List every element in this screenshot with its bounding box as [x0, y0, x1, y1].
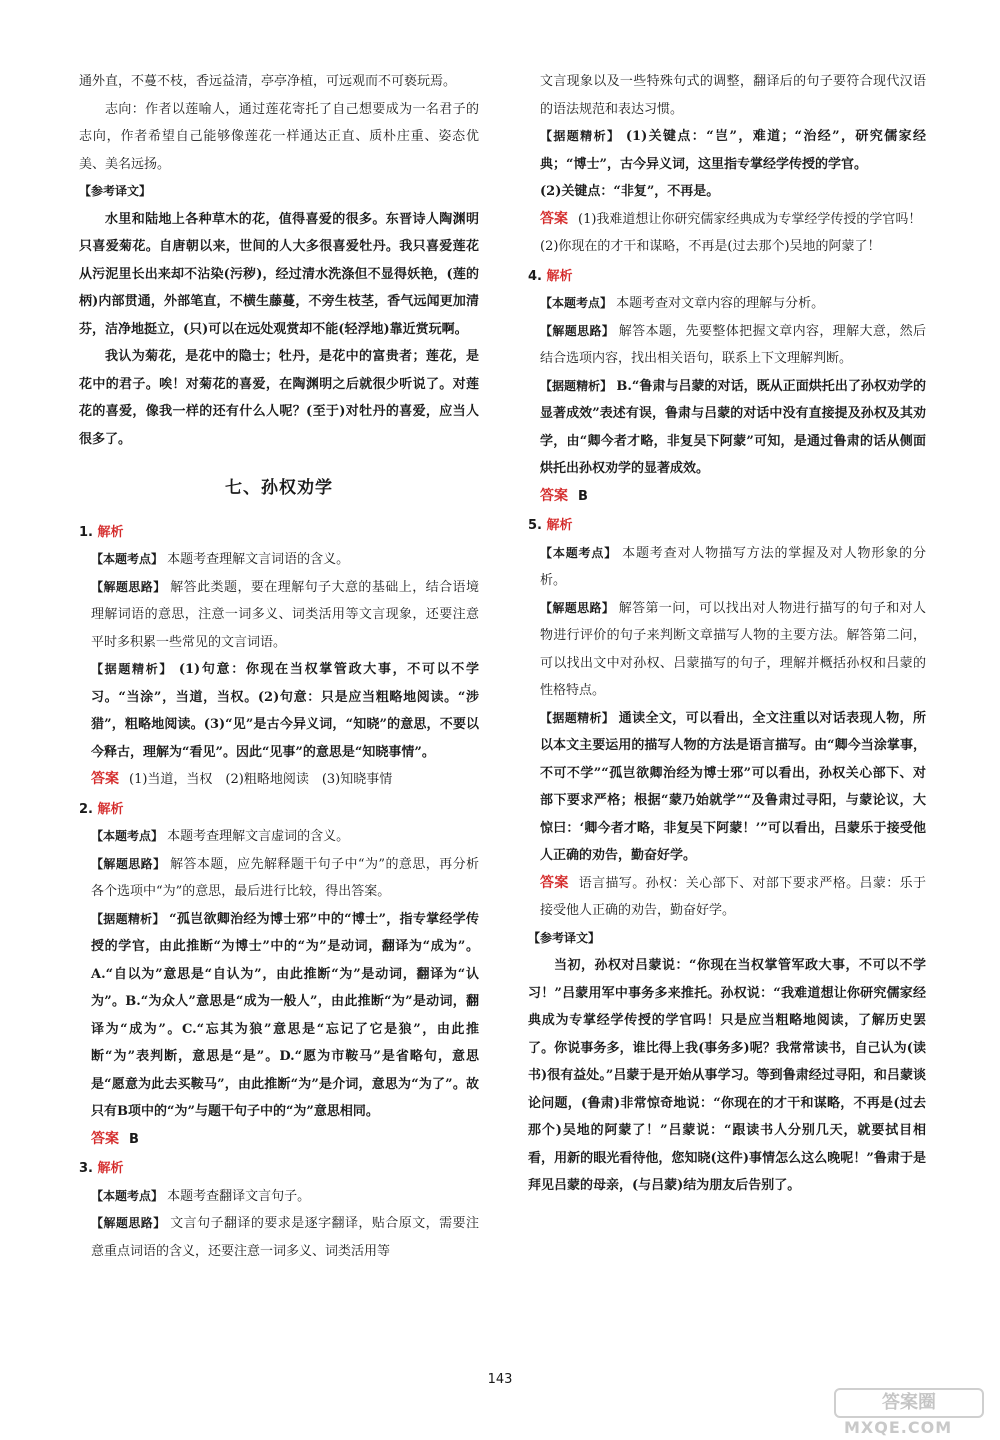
left-column — [79, 68, 479, 1265]
solution-idea-continued: 文言现象以及一些特殊句式的调整，翻译后的句子要符合现代汉语的语法规范和表达习惯。 — [540, 74, 926, 117]
question-header: 4. 解析 — [528, 268, 573, 284]
question-header: 1. 解析 — [79, 524, 124, 540]
solution-idea: 【解题思路】 解答本题，先要整体把握文章内容，理解大意，然后结合选项内容，找出相关语句，联系上下文理解判断。 — [540, 323, 926, 366]
paragraph: 志向：作者以莲喻人，通过莲花寄托了自己想要成为一名君子的志向，作者希望自己能够像莲花一样通达正直、质朴庄重、姿态优美、美名远扬。 — [79, 101, 479, 172]
page-number: 143 — [487, 1372, 513, 1387]
detailed-analysis: 【据题精析】 “孤岂欲卿治经为博士邪”中的“博士”，指专掌经学传授的学官，由此推断“为博士”中的“为”是动词，翻译为“成为”。A.“自以为”意思是“自认为”，由此推断“为”是动词，翻译为“认为”。B.“为众人”意思是“成为一般人”，由此推断“为”是动词，翻译为“成为”。C.“忘其为狼”意思是“忘记了它是狼”，由此推断“为”表判断，意思是“是”。D.“愿为市鞍马”是省略句，意思是“愿意为此去买鞍马”，由此推断“为”是介词，意思为“为了”。故只有B项中的“为”与题干句子中的“为”意思相同。 — [91, 911, 479, 1119]
test-point: 【本题考点】 本题考查对人物描写方法的掌握及对人物形象的分析。 — [540, 545, 926, 588]
question-header: 5. 解析 — [528, 518, 573, 533]
solution-idea: 【解题思路】 文言句子翻译的要求是逐字翻译，贴合原文，需要注意重点词语的含义，还要注意一词多义、词类活用等 — [91, 1216, 479, 1259]
solution-idea: 【解题思路】 解答此类题，要在理解句子大意的基础上，结合语境理解词语的意思，注意一词多义、词类活用等文言现象，还要注意平时多积累一些常见的文言词语。 — [91, 579, 479, 650]
paragraph: 通外直，不蔓不枝，香远益清，亭亭净植，可远观而不可亵玩焉。 — [79, 74, 457, 89]
watermark-mark: 答案圈 — [834, 1388, 984, 1418]
test-point: 【本题考点】 本题考查理解文言词语的含义。 — [91, 552, 350, 567]
reference-translation: 当初，孙权对吕蒙说：“你现在当权掌管军政大事，不可以不学习！”吕蒙用军中事务多来推托。孙权说：“我难道想让你研究儒家经典成为专掌经学传授的学官吗！只是应当粗略地阅读，了解历史罢了。你说事务多，谁比得上我(事务多)呢？我常常读书，自己认为(读书)很有益处。”吕蒙于是开始从事学习。等到鲁肃经过寻阳，和吕蒙谈论问题，(鲁肃)非常惊奇地说：“你现在的才干和谋略，不再是(过去那个)吴地的阿蒙了！”吕蒙说：“跟读书人分别几天，就要拭目相看，用新的眼光看待他，您知晓(这件)事情怎么这么晚呢！”鲁肃于是拜见吕蒙的母亲，(与吕蒙)结为朋友后告别了。 — [528, 958, 926, 1193]
detailed-analysis: 【据题精析】 B.“鲁肃与吕蒙的对话，既从正面烘托出了孙权劝学的显著成效”表述有误，鲁肃与吕蒙的对话中没有直接提及孙权及其劝学，由“卿今者才略，非复吴下阿蒙”可知，是通过鲁肃的话从侧面烘托出孙权劝学的显著成效。 — [540, 378, 926, 476]
detailed-analysis-line: (2)关键点：“非复”，不再是。 — [540, 184, 720, 199]
answer: 答案 B — [540, 487, 588, 504]
section-label: 【参考译文】 — [79, 184, 152, 198]
test-point: 【本题考点】 本题考查理解文言虚词的含义。 — [91, 829, 350, 844]
question-header: 2. 解析 — [79, 801, 124, 817]
right-column — [528, 68, 926, 1200]
answer: 答案 B — [91, 1130, 139, 1147]
solution-idea: 【解题思路】 解答本题，应先解释题干句子中“为”的意思，再分析各个选项中“为”的意思，最后进行比较，得出答案。 — [91, 856, 479, 899]
answer: 答案 语言描写。孙权：关心部下、对部下要求严格。吕蒙：乐于接受他人正确的劝告，勤奋好学。 — [540, 874, 926, 918]
watermark-logo — [834, 1388, 984, 1436]
reference-translation: 水里和陆地上各种草木的花，值得喜爱的很多。东晋诗人陶渊明只喜爱菊花。自唐朝以来，世间的人大多很喜爱牡丹。我只喜爱莲花从污泥里长出来却不沾染(污秽)，经过清水洗涤但不显得妖艳，(莲的柄)内部贯通，外部笔直，不横生藤蔓，不旁生枝茎，香气远闻更加清芬，洁净地挺立，(只)可以在远处观赏却不能(轻浮地)靠近赏玩啊。 — [79, 211, 479, 337]
section-label: 【参考译文】 — [528, 930, 601, 945]
detailed-analysis: 【据题精析】 (1)句意：你现在当权掌管政大事，不可以不学习。“当涂”，当道，当权。(2)句意：只是应当粗略地阅读。“涉猎”，粗略地阅读。(3)“见”是古今异义词，“知晓”的意思，不要以今释古，理解为“看见”。因此“见事”的意思是“知晓事情”。 — [91, 662, 479, 760]
test-point: 【本题考点】 本题考查对文章内容的理解与分析。 — [540, 296, 825, 311]
watermark-site: MXQE.COM — [844, 1418, 953, 1437]
solution-idea: 【解题思路】 解答第一问，可以找出对人物进行描写的句子和对人物进行评价的句子来判断文章描写人物的主要方法。解答第二问，可以找出文中对孙权、吕蒙描写的句子，理解并概括孙权和吕蒙的性格特点。 — [540, 600, 926, 698]
answer: 答案 (1)我难道想让你研究儒家经典成为专掌经学传授的学官吗！ — [540, 210, 922, 227]
answer-line: (2)你现在的才干和谋略，不再是(过去那个)吴地的阿蒙了！ — [540, 239, 881, 254]
answer: 答案 (1)当道，当权 (2)粗略地阅读 (3)知晓事情 — [91, 771, 393, 787]
detailed-analysis: 【据题精析】 通读全文，可以看出，全文注重以对话表现人物，所以本文主要运用的描写人物的方法是语言描写。由“卿今当涂掌事，不可不学”“孤岂欲卿治经为博士邪”可以看出，孙权关心部下、对部下要求严格；根据“蒙乃始就学”“及鲁肃过寻阳，与蒙论议，大惊曰：‘卿今者才略，非复吴下阿蒙！’”可以看出，吕蒙乐于接受他人正确的劝告，勤奋好学。 — [540, 710, 926, 863]
detailed-analysis: 【据题精析】 (1)关键点：“岂”，难道；“治经”，研究儒家经典；“博士”，古今异义词，这里指专掌经学传授的学官。 — [540, 129, 926, 172]
section-title: 七、孙权劝学 — [225, 478, 333, 498]
reference-translation: 我认为菊花，是花中的隐士；牡丹，是花中的富贵者；莲花，是花中的君子。唉！对菊花的喜爱，在陶渊明之后就很少听说了。对莲花的喜爱，像我一样的还有什么人呢？(至于)对牡丹的喜爱，应当人很多了。 — [79, 349, 479, 447]
question-header: 3. 解析 — [79, 1161, 124, 1176]
test-point: 【本题考点】 本题考查翻译文言句子。 — [91, 1188, 311, 1204]
